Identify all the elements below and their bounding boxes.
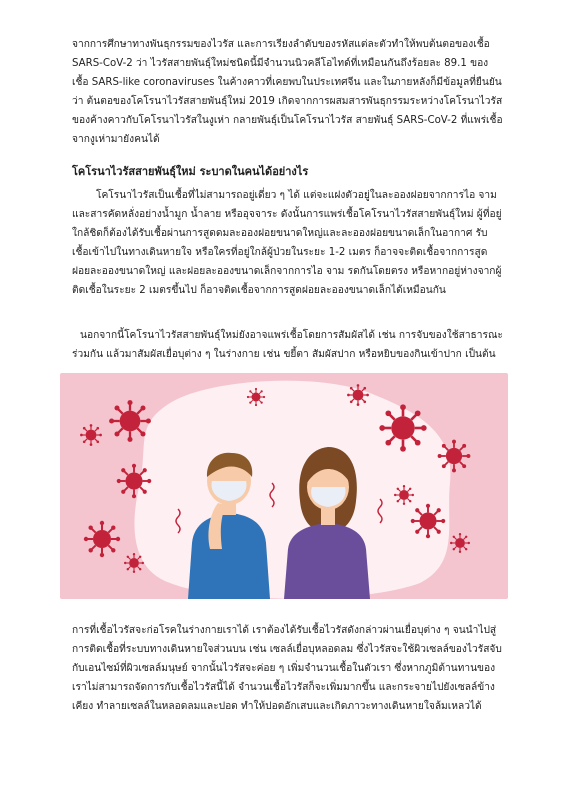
illustration-svg <box>60 373 508 599</box>
paragraph-transmission: โคโรนาไวรัสเป็นเชื้อที่ไม่สามารถอยู่เดี่ยว ๆ ได้ แต่จะแฝงตัวอยู่ในละอองฝอยจากการไอ จาม และสารคัดหลั่งอย่างน้ำมูก น้ำลาย หรืออุจจาระ ดังนั้นการแพร่เชื้อโคโรนาไวรัสสายพันธุ์ใหม่ ผู้ที่อยู่ใกล้ชิดก็ต้องได้รับเชื้อผ่านการสูดดมละอองฝอยขนาดใหญ่และละอองฝอยขนาดเล็กในอากาศ รับเชื้อเข้าไปในทางเดินหายใจ หรือใครที่อยู่ใกล้ผู้ป่วยในระยะ 1-2 เมตร ก็อาจจะติดเชื้อจากการสูดฝอยละอองขนาดใหญ่ และฝอยละอองขนาดเล็กจากการไอ จาม รดกันโดยตรง หรือหากอยู่ห่างจากผู้ติดเชื้อในระยะ 2 เมตรขึ้นไป ก็อาจติดเชื้อจากการสูดฝอยละอองขนาดเล็กได้เหมือนกัน <box>72 190 502 296</box>
virus-icon <box>411 504 446 539</box>
masked-people-virus-illustration <box>60 373 508 599</box>
virus-icon <box>247 388 265 406</box>
virus-icon <box>109 400 151 442</box>
virus-icon <box>347 384 369 406</box>
virus-icon <box>438 440 471 473</box>
paragraph-origin: จากการศึกษาทางพันธุกรรมของไวรัส และการเรียงลำดับของรหัสแต่ละตัวทำให้พบต้นตอของเชื้อ SARS-CoV-2 ว่า ไวรัสสายพันธุ์ใหม่ชนิดนี้มีจำนวนนิวคลีโอไทด์ที่เหมือนกันถึงร้อยละ 89.1 ของเชื้อ SARS-like coronaviruses ในค้างคาวที่เคยพบในประเทศจีน และในภายหลังก็มีข้อมูลที่ยืนยันว่า ต้นตอของโคโรนาไวรัสสายพันธุ์ใหม่ 2019 เกิดจากการผสมสารพันธุกรรมระหว่างโคโรนาไวรัสของค้างคาวกับโคโรนาไวรัสในงูเห่า กลายพันธุ์เป็นโคโรนาไวรัส สายพันธุ์ SARS-CoV-2 ที่แพร่เชื้อจากงูเห่ามายังคนได้ <box>72 39 503 145</box>
paragraph-contact-spread: นอกจากนี้โคโรนาไวรัสสายพันธุ์ใหม่ยังอาจแพร่เชื้อโดยการสัมผัสได้ เช่น การจับของใช้สาธารณะร่วมกัน แล้วมาสัมผัสเยื่อบุต่าง ๆ ในร่างกาย เช่น ขยี้ตา สัมผัสปาก หรือหยิบของกินเข้าปาก เป็นต้น <box>72 330 503 360</box>
section-heading: โคโรนาไวรัสสายพันธุ์ใหม่ ระบาดในคนได้อย่างไร <box>72 165 309 178</box>
virus-icon <box>117 464 152 499</box>
virus-icon <box>394 485 414 505</box>
virus-icon <box>84 521 120 557</box>
virus-icon <box>80 424 102 446</box>
paragraph-infection-process: การที่เชื้อไวรัสจะก่อโรคในร่างกายเราได้ เราต้องได้รับเชื้อไวรัสดังกล่าวผ่านเยื่อบุต่าง ๆ จนนำไปสู่การติดเชื้อที่ระบบทางเดินหายใจส่วนบน เช่น เซลล์เยื่อบุหลอดลม ซึ่งไวรัสจะใช้ผิวเซลล์ของไวรัสจับกับเอนไซม์ที่ผิวเซลล์มนุษย์ จากนั้นไวรัสจะค่อย ๆ เพิ่มจำนวนเชื้อในตัวเรา ซึ่งหากภูมิต้านทานของเราไม่สามารถจัดการกับเชื้อไวรัสนี้ได้ จำนวนเชื้อไวรัสก็จะเพิ่มมากขึ้น และกระจายไปยังเซลล์ข้างเคียง ทำลายเซลล์ในหลอดลมและปอด ทำให้ปอดอักเสบและเกิดภาวะทางเดินหายใจล้มเหลวได้ <box>72 625 502 712</box>
virus-icon <box>450 533 470 553</box>
virus-icon <box>124 553 144 573</box>
virus-icon <box>379 404 426 451</box>
